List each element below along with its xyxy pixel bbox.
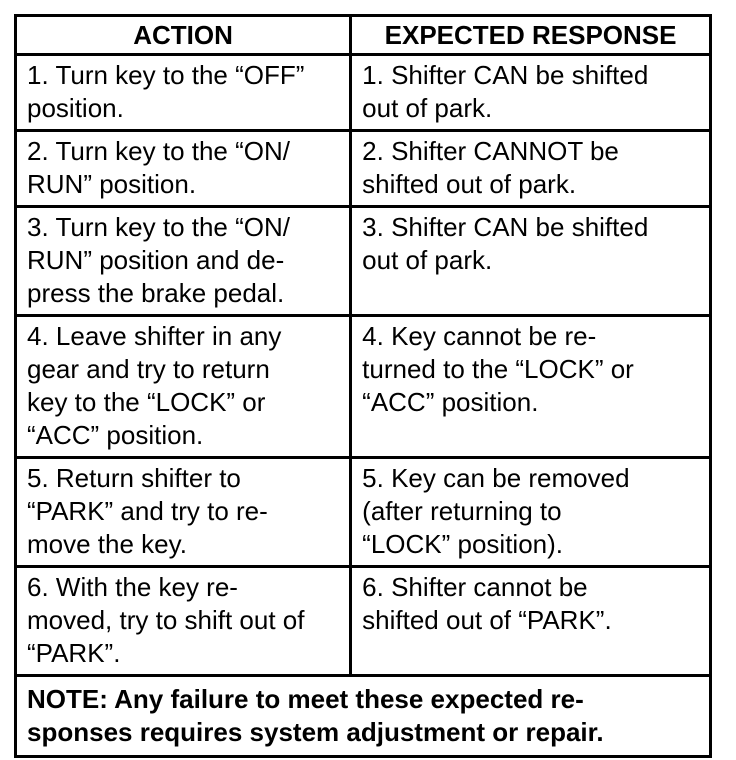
header-action: ACTION	[16, 16, 351, 55]
header-row	[16, 16, 711, 55]
note-text: NOTE: Any failure to meet these expected re- sponses requires system adjustment or repair.	[16, 676, 711, 757]
table-row	[16, 316, 711, 458]
table-row	[16, 567, 711, 676]
response-cell: 1. Shifter CAN be shifted out of park.	[351, 55, 711, 131]
header-expected-response: EXPECTED RESPONSE	[351, 16, 711, 55]
action-cell: 1. Turn key to the “OFF” position.	[16, 55, 351, 131]
action-cell: 2. Turn key to the “ON/ RUN” position.	[16, 131, 351, 207]
action-cell: 3. Turn key to the “ON/ RUN” position and de- press the brake pedal.	[16, 207, 351, 316]
action-cell: 6. With the key re- moved, try to shift out of “PARK”.	[16, 567, 351, 676]
table-row	[16, 55, 711, 131]
response-cell: 5. Key can be removed (after returning to “LOCK” position).	[351, 458, 711, 567]
action-cell: 4. Leave shifter in any gear and try to return key to the “LOCK” or “ACC” position.	[16, 316, 351, 458]
table-row	[16, 207, 711, 316]
note-row	[16, 676, 711, 757]
procedure-table	[14, 14, 712, 758]
table-row	[16, 458, 711, 567]
response-cell: 3. Shifter CAN be shifted out of park.	[351, 207, 711, 316]
table-row	[16, 131, 711, 207]
response-cell: 6. Shifter cannot be shifted out of “PARK”.	[351, 567, 711, 676]
response-cell: 4. Key cannot be re- turned to the “LOCK” or “ACC” position.	[351, 316, 711, 458]
response-cell: 2. Shifter CANNOT be shifted out of park.	[351, 131, 711, 207]
action-cell: 5. Return shifter to “PARK” and try to re- move the key.	[16, 458, 351, 567]
